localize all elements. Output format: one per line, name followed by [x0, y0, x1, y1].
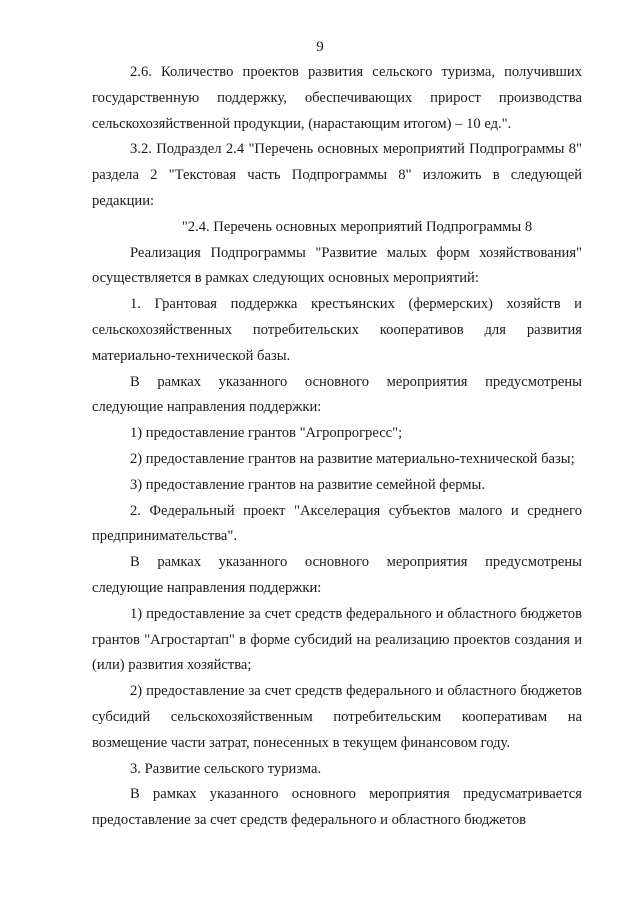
paragraph-measure-1: 1. Грантовая поддержка крестьянских (фермерских) хозяйств и сельскохозяйственных потребительских кооперативов для развития материально-технической базы. [92, 296, 582, 364]
paragraph-measure-2: 2. Федеральный проект "Акселерация субъектов малого и среднего предпринимательства". [92, 502, 582, 545]
paragraph-measure-2-scope: В рамках указанного основного мероприятия предусмотрены следующие направления поддержки: [92, 554, 582, 596]
list-item: 2) предоставление грантов на развитие материально-технической базы; [130, 450, 575, 467]
paragraph-measure-3: 3. Развитие сельского туризма. [130, 760, 322, 777]
list-item: 2) предоставление за счет средств федерального и областного бюджетов субсидий сельскохозяйственным потребительским кооперативам на возмещение части затрат, понесенных в текущем финансовом году. [92, 683, 582, 751]
paragraph-2-6: 2.6. Количество проектов развития сельского туризма, получивших государственную поддержку, обеспечивающих прирост производства сельскохозяйственной продукции, (нарастающим итогом) – 10 ед.". [92, 64, 582, 132]
paragraph-intro: Реализация Подпрограммы "Развитие малых форм хозяйствования" осуществляется в рамках следующих основных мероприятий: [92, 244, 582, 287]
paragraph-measure-1-scope: В рамках указанного основного мероприятия предусмотрены следующие направления поддержки: [92, 373, 582, 416]
section-heading: "2.4. Перечень основных мероприятий Подпрограммы 8 [181, 218, 533, 235]
list-item: 1) предоставление за счет средств федерального и областного бюджетов грантов "Агростартап" в форме субсидий на реализацию проектов создания и (или) развития хозяйства; [92, 605, 582, 674]
list-item: 3) предоставление грантов на развитие семейной фермы. [130, 476, 485, 493]
document-body [92, 60, 582, 834]
paragraph-3-2: 3.2. Подраздел 2.4 "Перечень основных мероприятий Подпрограммы 8" раздела 2 "Текстовая часть Подпрограммы 8" изложить в следующей редакции: [92, 141, 582, 209]
paragraph-measure-3-scope: В рамках указанного основного мероприятия предусматривается предоставление за счет средств федерального и областного бюджетов [92, 786, 582, 829]
page-number: 9 [316, 39, 324, 55]
list-item: 1) предоставление грантов "Агропрогресс"; [130, 425, 403, 442]
